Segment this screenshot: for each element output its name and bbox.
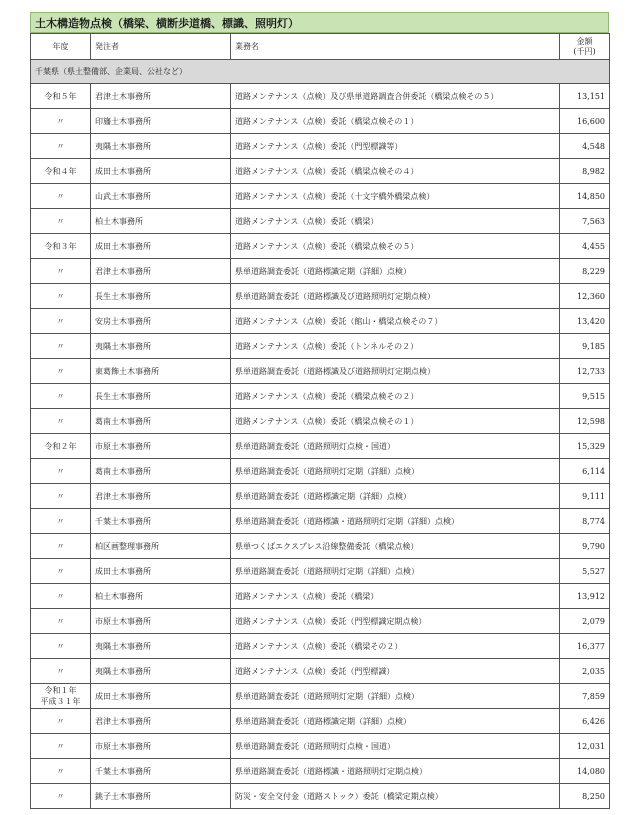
orderer-cell: 市原土木事務所 [91,434,231,459]
year-cell: 〃 [31,784,91,809]
amount-cell: 8,774 [560,509,610,534]
section-row [31,60,610,84]
table-row [31,734,610,759]
orderer-cell: 夷隅土木事務所 [91,634,231,659]
task-cell: 道路メンテナンス（点検）委託（橋梁点検その１） [231,109,560,134]
year-cell: 〃 [31,734,91,759]
header-amount [560,34,610,60]
amount-cell: 12,031 [560,734,610,759]
table-row [31,684,610,709]
orderer-cell: 夷隅土木事務所 [91,334,231,359]
header-year: 年度 [31,34,91,60]
document [30,12,609,809]
table-row [31,709,610,734]
year-cell: 〃 [31,134,91,159]
orderer-cell: 千葉土木事務所 [91,509,231,534]
header-orderer: 発注者 [91,34,231,60]
orderer-cell: 君津土木事務所 [91,709,231,734]
year-cell: 令和２年 [31,434,91,459]
orderer-cell: 千葉土木事務所 [91,759,231,784]
amount-cell: 2,035 [560,659,610,684]
task-cell: 道路メンテナンス（点検）委託（館山・橋梁点検その７） [231,309,560,334]
header-row [31,34,610,60]
task-cell: 道路メンテナンス（点検）委託（橋梁点検その２） [231,384,560,409]
task-cell: 道路メンテナンス（点検）委託（橋梁点検その４） [231,159,560,184]
task-cell: 県単つくばエクスプレス沿線整備委託（橋梁点検） [231,534,560,559]
orderer-cell: 君津土木事務所 [91,84,231,109]
table-row [31,659,610,684]
table-row [31,259,610,284]
header-amount-unit: (千円) [573,46,596,56]
amount-cell: 16,377 [560,634,610,659]
table-row [31,309,610,334]
orderer-cell: 印旛土木事務所 [91,109,231,134]
table-row [31,134,610,159]
orderer-cell: 成田土木事務所 [91,684,231,709]
task-cell: 県単道路調査委託（道路標識定期（詳細）点検） [231,259,560,284]
table-row [31,509,610,534]
year-cell: 〃 [31,634,91,659]
orderer-cell: 葛南土木事務所 [91,459,231,484]
table-row [31,159,610,184]
amount-cell: 12,733 [560,359,610,384]
task-cell: 道路メンテナンス（点検）委託（門型標識） [231,659,560,684]
year-cell: 〃 [31,334,91,359]
table-row [31,609,610,634]
year-cell: 〃 [31,209,91,234]
amount-cell: 14,080 [560,759,610,784]
table-row [31,409,610,434]
amount-cell: 12,360 [560,284,610,309]
year-cell: 〃 [31,109,91,134]
year-cell: 〃 [31,409,91,434]
header-amount-label: 金額 [576,36,593,46]
amount-cell: 2,079 [560,609,610,634]
task-cell: 道路メンテナンス（点検）及び県単道路調査合併委託（橋梁点検その５） [231,84,560,109]
table-row [31,334,610,359]
orderer-cell: 安房土木事務所 [91,309,231,334]
table-row [31,434,610,459]
amount-cell: 13,151 [560,84,610,109]
task-cell: 道路メンテナンス（点検）委託（橋梁） [231,584,560,609]
amount-cell: 13,420 [560,309,610,334]
year-cell: 令和５年 [31,84,91,109]
table-row [31,109,610,134]
orderer-cell: 君津土木事務所 [91,484,231,509]
orderer-cell: 市原土木事務所 [91,609,231,634]
task-cell: 道路メンテナンス（点検）委託（橋梁その２） [231,634,560,659]
year-cell: 〃 [31,459,91,484]
task-cell: 県単道路調査委託（道路標識及び道路照明灯定期点検） [231,284,560,309]
task-cell: 道路メンテナンス（点検）委託（門型標識等） [231,134,560,159]
orderer-cell: 長生土木事務所 [91,284,231,309]
year-cell: 〃 [31,284,91,309]
task-cell: 道路メンテナンス（点検）委託（トンネルその２） [231,334,560,359]
orderer-cell: 銚子土木事務所 [91,784,231,809]
table-row [31,359,610,384]
task-cell: 県単道路調査委託（道路標識定期（詳細）点検） [231,709,560,734]
amount-cell: 5,527 [560,559,610,584]
year-cell: 〃 [31,609,91,634]
task-cell: 道路メンテナンス（点検）委託（橋梁点検その５） [231,234,560,259]
task-cell: 道路メンテナンス（点検）委託（門型標識定期点検） [231,609,560,634]
amount-cell: 9,790 [560,534,610,559]
amount-cell: 13,912 [560,584,610,609]
amount-cell: 8,250 [560,784,610,809]
year-cell: 〃 [31,659,91,684]
table-row [31,784,610,809]
year-cell: 〃 [31,259,91,284]
amount-cell: 7,563 [560,209,610,234]
task-cell: 県単道路調査委託（道路照明灯定期（詳細）点検） [231,559,560,584]
year-cell: 令和３年 [31,234,91,259]
amount-cell: 8,229 [560,259,610,284]
amount-cell: 6,426 [560,709,610,734]
table-title: 土木構造物点検（橋梁、横断歩道橋、標識、照明灯） [30,12,609,33]
orderer-cell: 君津土木事務所 [91,259,231,284]
year-cell: 〃 [31,509,91,534]
table-row [31,484,610,509]
section-label: 千葉県（県土整備部、企業局、公社など） [31,60,610,84]
task-cell: 県単道路調査委託（道路照明灯定期（詳細）点検） [231,459,560,484]
table-row [31,459,610,484]
year-cell: 〃 [31,534,91,559]
amount-cell: 7,859 [560,684,610,709]
task-cell: 県単道路調査委託（道路標識定期（詳細）点検） [231,484,560,509]
year-cell: 〃 [31,309,91,334]
amount-cell: 6,114 [560,459,610,484]
orderer-cell: 山武土木事務所 [91,184,231,209]
table-row [31,634,610,659]
year-cell: 〃 [31,709,91,734]
table-row [31,84,610,109]
table-row [31,284,610,309]
table-row [31,559,610,584]
amount-cell: 9,185 [560,334,610,359]
orderer-cell: 夷隅土木事務所 [91,659,231,684]
amount-cell: 8,982 [560,159,610,184]
task-cell: 県単道路調査委託（道路照明灯点検・国道） [231,434,560,459]
year-cell: 〃 [31,484,91,509]
orderer-cell: 東葛飾土木事務所 [91,359,231,384]
orderer-cell: 成田土木事務所 [91,559,231,584]
amount-cell: 9,111 [560,484,610,509]
table-row [31,584,610,609]
table-row [31,234,610,259]
table-row [31,209,610,234]
table-row [31,384,610,409]
amount-cell: 4,548 [560,134,610,159]
orderer-cell: 葛南土木事務所 [91,409,231,434]
amount-cell: 15,329 [560,434,610,459]
orderer-cell: 柏土木事務所 [91,584,231,609]
year-cell: 〃 [31,559,91,584]
orderer-cell: 柏区画整理事務所 [91,534,231,559]
year-cell: 〃 [31,359,91,384]
orderer-cell: 柏土木事務所 [91,209,231,234]
table-row [31,534,610,559]
year-cell: 令和１年 平成３１年 [31,684,91,709]
orderer-cell: 成田土木事務所 [91,159,231,184]
task-cell: 防災・安全交付金（道路ストック）委託（橋梁定期点検） [231,784,560,809]
task-cell: 県単道路調査委託（道路標識及び道路照明灯定期点検） [231,359,560,384]
orderer-cell: 成田土木事務所 [91,234,231,259]
task-cell: 道路メンテナンス（点検）委託（橋梁点検その１） [231,409,560,434]
task-cell: 道路メンテナンス（点検）委託（橋梁） [231,209,560,234]
orderer-cell: 市原土木事務所 [91,734,231,759]
year-cell: 令和４年 [31,159,91,184]
task-cell: 県単道路調査委託（道路標識・道路照明灯定期点検） [231,759,560,784]
amount-cell: 4,455 [560,234,610,259]
amount-cell: 9,515 [560,384,610,409]
year-cell: 〃 [31,584,91,609]
task-cell: 道路メンテナンス（点検）委託（十文字橋外橋梁点検） [231,184,560,209]
orderer-cell: 夷隅土木事務所 [91,134,231,159]
year-cell: 〃 [31,759,91,784]
year-cell: 〃 [31,184,91,209]
amount-cell: 14,850 [560,184,610,209]
orderer-cell: 長生土木事務所 [91,384,231,409]
task-cell: 県単道路調査委託（道路照明灯定期（詳細）点検） [231,684,560,709]
amount-cell: 12,598 [560,409,610,434]
task-cell: 県単道路調査委託（道路照明灯点検・国道） [231,734,560,759]
table-row [31,759,610,784]
amount-cell: 16,600 [560,109,610,134]
task-cell: 県単道路調査委託（道路標識・道路照明灯定期（詳細）点検） [231,509,560,534]
inspection-table [30,33,610,809]
table-row [31,184,610,209]
header-task: 業務名 [231,34,560,60]
year-cell: 〃 [31,384,91,409]
